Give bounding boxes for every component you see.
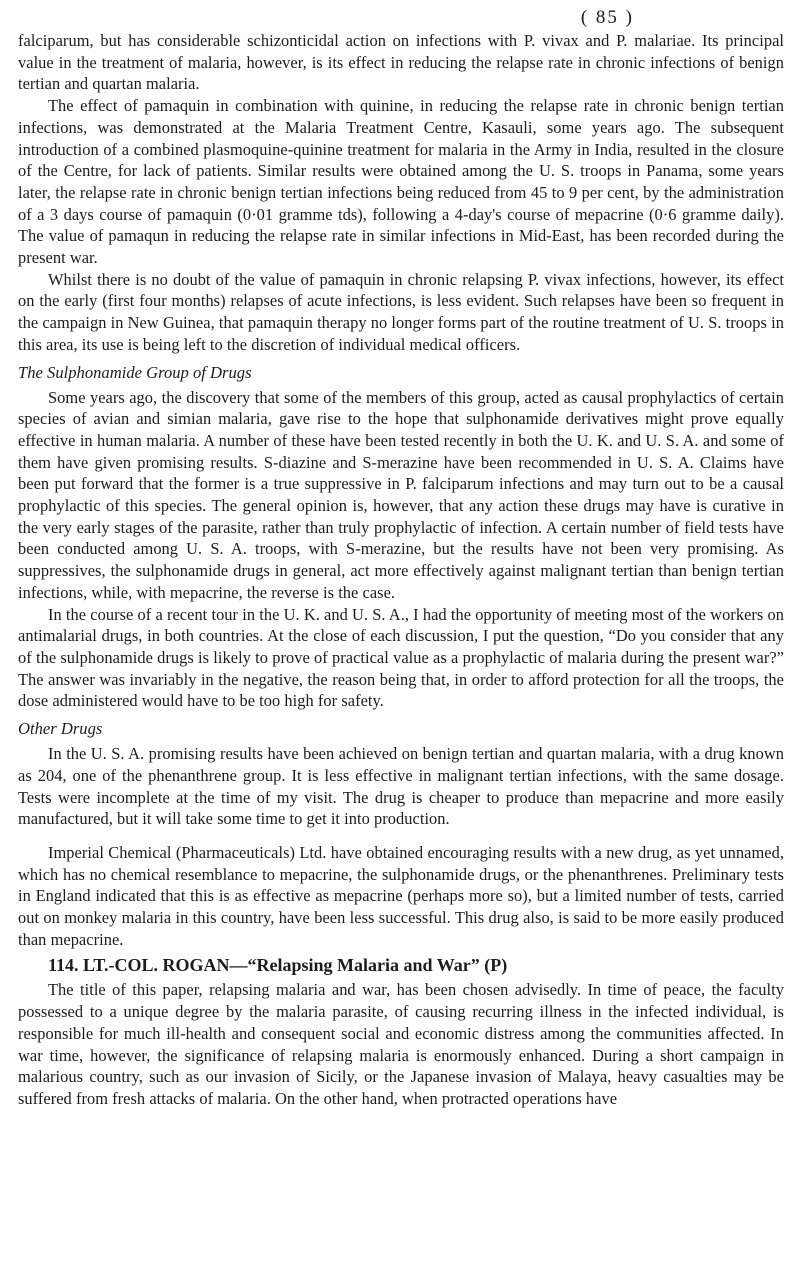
page-number: ( 85 )	[580, 7, 634, 28]
paragraph: falciparum, but has considerable schizonticidal action on infections with P. vivax and P. malariae. Its principal value in the treatment of malaria, however, is its effect in reducing the relapse rate in chronic infections of benign tertian and quartan malaria.	[18, 31, 784, 94]
section-heading: The Sulphonamide Group of Drugs	[18, 362, 252, 382]
section-heading: Other Drugs	[18, 719, 103, 739]
paragraph: The effect of pamaquin in combination with quinine, in reducing the relapse rate in chronic benign tertian infections, was demonstrated at the Malaria Treatment Centre, Kasauli, some years ago. The subsequent introduction of a combined plasmoquine-quinine treatment for malaria in the Army in India, resulted in the closure of the Centre, for lack of patients. Similar results were obtained among the U. S. troops in Panama, some years later, the relapse rate in chronic benign tertian infections being reduced from 45 to 9 per cent, by the administration of a 3 days course of pamaquin (0·01 gramme tds), following a 4-day's course of mepacrine (0·6 gramme daily). The value of pamaqun in reducing the relapse rate in similar infections in Mid-East, has been recorded during the present war.	[18, 96, 784, 268]
article-heading: 114. LT.-COL. ROGAN—“Relapsing Malaria and War” (P)	[48, 955, 508, 976]
paragraph: Imperial Chemical (Pharmaceuticals) Ltd. have obtained encouraging results with a new drug, as yet unnamed, which has no chemical resemblance to mepacrine, the sulphonamide drugs, or the phenanthrenes. Preliminary tests in England indicated that this is as effective as mepacrine (perhaps more so), but a limited number of tests, carried out on monkey malaria in this country, have been less successful. This drug also, is said to be more easily produced than mepacrine.	[18, 842, 784, 949]
paragraph: In the course of a recent tour in the U. K. and U. S. A., I had the opportunity of meeting most of the workers on antimalarial drugs, in both countries. At the close of each discussion, I put the question, “Do you consider that any of the sulphonamide drugs is likely to prove of practical value as a prophylactic of malaria during the present war?” The answer was invariably in the negative, the reason being that, in order to afford protection for all the troops, the dose administered would have to be too high for safety.	[18, 604, 784, 711]
paragraph: In the U. S. A. promising results have been achieved on benign tertian and quartan malaria, with a drug known as 204, one of the phenanthrene group. It is less effective in malignant tertian infections, with the same dosage. Tests were incomplete at the time of my visit. The drug is cheaper to produce than mepacrine and more easily manufactured, but it will take some time to get it into production.	[18, 744, 784, 829]
document-body	[18, 30, 784, 1110]
paragraph: The title of this paper, relapsing malaria and war, has been chosen advisedly. In time of peace, the faculty possessed to a unique degree by the malaria parasite, of causing recurring illness in the infected individual, is responsible for much ill-health and consequent social and economic distress among the communities affected. In war time, however, the significance of relapsing malaria is enormously enhanced. During a short campaign in malarious country, such as our invasion of Sicily, or the Japanese invasion of Malaya, heavy casualties may be suffered from fresh attacks of malaria. On the other hand, when protracted operations have	[18, 980, 784, 1108]
paragraph-gap	[18, 830, 784, 842]
paragraph: Whilst there is no doubt of the value of pamaquin in chronic relapsing P. vivax infections, however, its effect on the early (first four months) relapses of acute infections, is less evident. Such relapses have been so frequent in the campaign in New Guinea, that pamaquin therapy no longer forms part of the routine treatment of U. S. troops in this area, its use is being left to the discretion of individual medical officers.	[18, 269, 784, 354]
document-page	[18, 6, 784, 1110]
paragraph: Some years ago, the discovery that some of the members of this group, acted as causal prophylactics of certain species of avian and simian malaria, gave rise to the hope that sulphonamide derivatives might prove equally effective in human malaria. A number of these have been tested recently in both the U. K. and U. S. A. and some of them have given promising results. S-diazine and S-merazine have been recommended in U. S. A. Claims have been put forward that the former is a true suppressive in P. falciparum infections and may turn out to be a causal prophylactic of this species. The general opinion is, however, that any action these drugs may have is curative in the very early stages of the parasite, rather than truly prophylactic of infection. A certain number of field tests have been conducted among U. S. A. troops, with S-merazine, but the results have not been very promising. As suppressives, the sulphonamide drugs in general, act more effectively against malignant tertian than benign tertian infections, while, with mepacrine, the reverse is the case.	[18, 387, 784, 602]
